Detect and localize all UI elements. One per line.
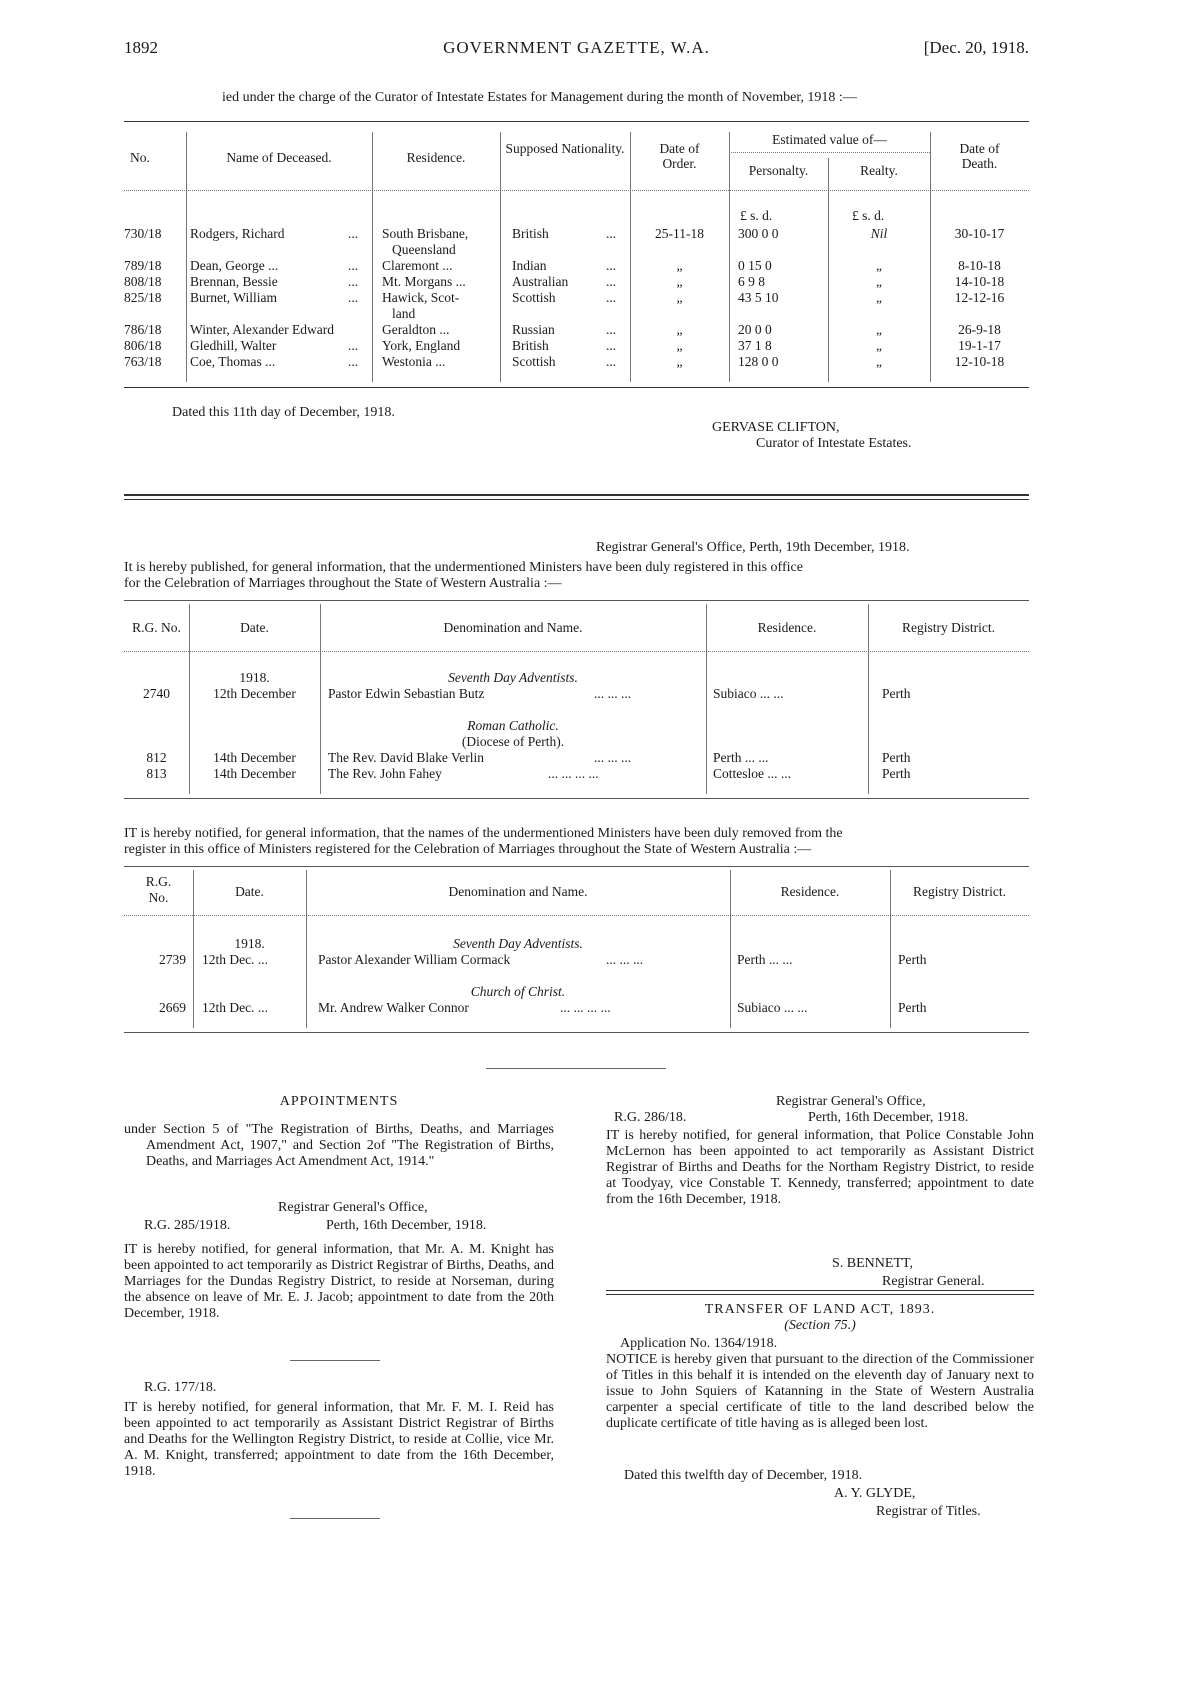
- rem-row1-name: Pastor Alexander William Cormack: [318, 952, 511, 967]
- col-residence: Residence.: [406, 150, 466, 165]
- estate-row-residence: Westonia ...: [382, 354, 446, 369]
- rem-year: 1918.: [234, 936, 265, 951]
- removed-intro-2: register in this office of Ministers registered for the Celebration of Marriages throughout the State of Western Australia :—: [124, 842, 812, 857]
- estate-row-order: „: [676, 258, 683, 273]
- appointments-under-section: under Section 5 of "The Registration of Births, Deaths, and Marriages Amendment Act, 1907," and Section 2of "The Registration of Births, Deaths, and Marriages Act Amendment Act, 1914.": [124, 1122, 554, 1169]
- transfer-dated: Dated this twelfth day of December, 1918.: [624, 1468, 863, 1483]
- estate-row-nationality: Australian: [512, 274, 569, 289]
- estate-row-realty: „: [876, 338, 882, 353]
- rem-col-district: Registry District.: [913, 884, 1006, 899]
- reg-year: 1918.: [239, 670, 270, 685]
- estate-row-nationality: Scottish: [512, 354, 556, 369]
- reg-row1-name: Pastor Edwin Sebastian Butz: [328, 686, 485, 701]
- estate-row-personalty: 43 5 10: [738, 290, 779, 305]
- estate-row-nationality: Indian: [512, 258, 547, 273]
- estate-row-personalty: 6 9 8: [738, 274, 765, 289]
- reg-row2-no: 812: [146, 750, 167, 765]
- estate-row-death: 19-1-17: [958, 338, 1001, 353]
- estate-row-personalty: 37 1 8: [738, 338, 772, 353]
- right-office: Registrar General's Office,: [776, 1094, 926, 1109]
- registered-intro-2: for the Celebration of Marriages throughout the State of Western Australia :—: [124, 576, 562, 591]
- reg-row1-dots: ... ... ...: [594, 686, 632, 701]
- estates-signer-title: Curator of Intestate Estates.: [756, 436, 912, 451]
- page-header: [124, 38, 1029, 62]
- transfer-notice: NOTICE is hereby given that pursuant to the direction of the Commissioner of Titles in this behalf it is intended on the eleventh day of January next to issue to John Squiers of Katanning in the State of Western Australia carpenter a special certificate of title to the land described below the duplicate certificate of title having as is alleged been lost.: [606, 1352, 1034, 1431]
- estate-row-nat-dots: ...: [606, 290, 617, 305]
- estate-row-nat-dots: ...: [606, 274, 617, 289]
- rem-row2-name: Mr. Andrew Walker Connor: [318, 1000, 469, 1015]
- reg-denom-2: Roman Catholic.: [467, 718, 559, 733]
- col-nationality: Supposed Nationality.: [505, 141, 625, 156]
- estate-row-residence: Mt. Morgans ...: [382, 274, 466, 289]
- rem-row1-residence: Perth ... ...: [737, 952, 793, 967]
- estate-row-death: 12-12-16: [954, 290, 1005, 305]
- reg-row1-residence: Subiaco ... ...: [713, 686, 784, 701]
- rem-denom-1: Seventh Day Adventists.: [453, 936, 583, 951]
- col-death: Date of Death.: [959, 141, 1000, 171]
- rem-denom-2: Church of Christ.: [470, 984, 566, 999]
- estate-row-realty: „: [876, 274, 882, 289]
- transfer-signer: A. Y. GLYDE,: [834, 1486, 916, 1501]
- rem-row2-district: Perth: [898, 1000, 927, 1015]
- estate-row-residence: Claremont ...: [382, 258, 453, 273]
- issue-date: [Dec. 20, 1918.: [923, 38, 1029, 57]
- estate-row-nat-dots: ...: [606, 338, 617, 353]
- appointments-office: Registrar General's Office,: [278, 1200, 428, 1215]
- rem-row2-residence: Subiaco ... ...: [737, 1000, 808, 1015]
- estate-row-dots: ...: [348, 226, 359, 241]
- estate-row-name: Coe, Thomas ...: [190, 354, 276, 369]
- appointments-rg1-date: Perth, 16th December, 1918.: [326, 1218, 487, 1233]
- rem-row1-no: 2739: [159, 952, 186, 967]
- estate-row-dots: ...: [348, 338, 359, 353]
- reg-col-district: Registry District.: [902, 620, 995, 635]
- estate-row-death: 26-9-18: [958, 322, 1001, 337]
- units-personalty: £ s. d.: [740, 208, 773, 223]
- right-rg-date: Perth, 16th December, 1918.: [808, 1110, 969, 1125]
- reg-row2-dots: ... ... ...: [594, 750, 632, 765]
- right-signer: S. BENNETT,: [832, 1256, 914, 1271]
- estate-row-dots: ...: [348, 274, 359, 289]
- estate-row-name: Winter, Alexander Edward: [190, 322, 334, 337]
- estate-row-no: 763/18: [124, 354, 162, 369]
- reg-col-residence: Residence.: [757, 620, 817, 635]
- estate-row-residence: Hawick, Scot-: [382, 290, 460, 305]
- estate-row-no: 808/18: [124, 274, 162, 289]
- col-order: Date of Order.: [659, 141, 700, 171]
- reg-denom-1: Seventh Day Adventists.: [448, 670, 578, 685]
- estate-row-order: „: [676, 290, 683, 305]
- estate-row-residence-2: land: [392, 306, 416, 321]
- estates-signer: GERVASE CLIFTON,: [712, 420, 840, 435]
- rem-row1-district: Perth: [898, 952, 927, 967]
- reg-row3-name: The Rev. John Fahey: [328, 766, 442, 781]
- reg-denom-2b: (Diocese of Perth).: [461, 734, 565, 749]
- estate-row-realty: „: [876, 322, 882, 337]
- estate-row-nationality: Scottish: [512, 290, 556, 305]
- estate-row-order: „: [676, 274, 683, 289]
- right-rg: R.G. 286/18.: [614, 1110, 687, 1125]
- rem-col-no-1: R.G.: [145, 874, 172, 889]
- rem-row1-date: 12th Dec. ...: [202, 952, 268, 967]
- appointments-notice-1: IT is hereby notified, for general information, that Mr. A. M. Knight has been appointed to act temporarily as District Registrar of Births, Deaths, and Marriages for the Dundas Registry District, to reside at Norseman, during the absence on leave of Mr. E. J. Jacob; appointment to date from the 20th December, 1918.: [124, 1242, 554, 1321]
- reg-col-denom: Denomination and Name.: [443, 620, 583, 635]
- estate-row-residence: South Brisbane,: [382, 226, 469, 241]
- removed-intro-1: IT is hereby notified, for general information, that the names of the undermentioned Ministers have been duly removed from the: [124, 826, 843, 841]
- estate-row-nat-dots: ...: [606, 322, 617, 337]
- right-notice: IT is hereby notified, for general information, that Police Constable John McLernon has been appointed to act temporarily as Assistant District Registrar of Births and Deaths for the Northam Registry District, to reside at Toodyay, vice Constable T. Kennedy, transferred; appointment to date from the 16th December, 1918.: [606, 1128, 1034, 1207]
- units-realty: £ s. d.: [852, 208, 885, 223]
- estates-intro: ied under the charge of the Curator of Intestate Estates for Management during the month of November, 1918 :—: [222, 90, 857, 105]
- estate-row-personalty: 0 15 0: [738, 258, 772, 273]
- estate-row-dots: ...: [348, 290, 359, 305]
- estate-row-residence: York, England: [382, 338, 461, 353]
- appointments-rg1: R.G. 285/1918.: [144, 1218, 231, 1233]
- col-name: Name of Deceased.: [226, 150, 332, 165]
- right-signer-title: Registrar General.: [882, 1274, 985, 1289]
- transfer-application: Application No. 1364/1918.: [620, 1336, 778, 1351]
- estate-row-realty: Nil: [870, 226, 888, 241]
- reg-col-no: R.G. No.: [132, 620, 181, 635]
- transfer-signer-title: Registrar of Titles.: [876, 1504, 981, 1519]
- estate-row-nationality: British: [512, 338, 549, 353]
- col-estimated: Estimated value of—: [772, 132, 887, 147]
- transfer-section: (Section 75.): [784, 1318, 856, 1333]
- col-realty: Realty.: [860, 163, 898, 178]
- rem-row2-date: 12th Dec. ...: [202, 1000, 268, 1015]
- estate-row-residence: Geraldton ...: [382, 322, 450, 337]
- estate-row-no: 789/18: [124, 258, 162, 273]
- reg-row1-date: 12th December: [213, 686, 296, 701]
- reg-row3-dots: ... ... ... ...: [548, 766, 599, 781]
- col-personalty: Personalty.: [748, 163, 809, 178]
- appointments-rg2: R.G. 177/18.: [144, 1380, 217, 1395]
- estate-row-death: 30-10-17: [954, 226, 1005, 241]
- estate-row-realty: „: [876, 354, 882, 369]
- appointments-heading: APPOINTMENTS: [279, 1094, 399, 1109]
- reg-row3-date: 14th December: [213, 766, 296, 781]
- transfer-heading: TRANSFER OF LAND ACT, 1893.: [704, 1302, 936, 1317]
- estate-row-dots: ...: [348, 258, 359, 273]
- reg-row1-no: 2740: [143, 686, 170, 701]
- reg-row1-district: Perth: [882, 686, 911, 701]
- estate-row-nat-dots: ...: [606, 226, 617, 241]
- estate-row-no: 825/18: [124, 290, 162, 305]
- estate-row-order: „: [676, 322, 683, 337]
- estate-row-name: Rodgers, Richard: [190, 226, 285, 241]
- rem-row2-no: 2669: [159, 1000, 186, 1015]
- col-no: No.: [130, 150, 150, 165]
- registered-office-line: Registrar General's Office, Perth, 19th December, 1918.: [596, 540, 910, 555]
- reg-row3-district: Perth: [882, 766, 911, 781]
- reg-row2-residence: Perth ... ...: [713, 750, 769, 765]
- estate-row-nat-dots: ...: [606, 354, 617, 369]
- estate-row-realty: „: [876, 258, 882, 273]
- reg-row2-date: 14th December: [213, 750, 296, 765]
- reg-row3-no: 813: [146, 766, 167, 781]
- estate-row-death: 14-10-18: [954, 274, 1005, 289]
- estate-row-realty: „: [876, 290, 882, 305]
- reg-row2-district: Perth: [882, 750, 911, 765]
- estate-row-nationality: Russian: [512, 322, 555, 337]
- estate-row-dots: ...: [348, 354, 359, 369]
- gazette-title: GOVERNMENT GAZETTE, W.A.: [443, 38, 710, 57]
- rem-col-no-2: No.: [148, 890, 169, 905]
- rem-col-denom: Denomination and Name.: [448, 884, 588, 899]
- estate-row-personalty: 128 0 0: [738, 354, 779, 369]
- estate-row-personalty: 300 0 0: [738, 226, 779, 241]
- estate-row-nationality: British: [512, 226, 549, 241]
- estate-row-no: 786/18: [124, 322, 162, 337]
- reg-row3-residence: Cottesloe ... ...: [713, 766, 791, 781]
- rem-row2-dots: ... ... ... ...: [560, 1000, 611, 1015]
- estate-row-no: 806/18: [124, 338, 162, 353]
- rem-col-date: Date.: [235, 884, 264, 899]
- estate-row-death: 8-10-18: [958, 258, 1001, 273]
- registered-intro-1: It is hereby published, for general information, that the undermentioned Ministers have been duly registered in this office: [124, 560, 803, 575]
- estate-row-nat-dots: ...: [606, 258, 617, 273]
- estate-row-order: 25-11-18: [655, 226, 704, 241]
- appointments-notice-2: IT is hereby notified, for general information, that Mr. F. M. I. Reid has been appointed to act temporarily as Assistant District Registrar of Births and Deaths for the Wellington Registry District, to reside at Collie, vice Mr. A. M. Knight, transferred; appointment to date from the 16th December, 1918.: [124, 1400, 554, 1479]
- estate-row-death: 12-10-18: [954, 354, 1005, 369]
- rem-col-residence: Residence.: [780, 884, 840, 899]
- estate-row-order: „: [676, 338, 683, 353]
- estate-row-name: Gledhill, Walter: [190, 338, 277, 353]
- estate-row-order: „: [676, 354, 683, 369]
- page-number: 1892: [124, 38, 158, 57]
- reg-col-date: Date.: [240, 620, 269, 635]
- reg-row2-name: The Rev. David Blake Verlin: [328, 750, 484, 765]
- estate-row-name: Burnet, William: [190, 290, 277, 305]
- estates-dated: Dated this 11th day of December, 1918.: [172, 405, 395, 420]
- estate-row-name: Dean, George ...: [190, 258, 279, 273]
- estate-row-name: Brennan, Bessie: [190, 274, 278, 289]
- rem-row1-dots: ... ... ...: [606, 952, 644, 967]
- estate-row-no: 730/18: [124, 226, 162, 241]
- estate-row-personalty: 20 0 0: [738, 322, 772, 337]
- estate-row-residence-2: Queensland: [392, 242, 456, 257]
